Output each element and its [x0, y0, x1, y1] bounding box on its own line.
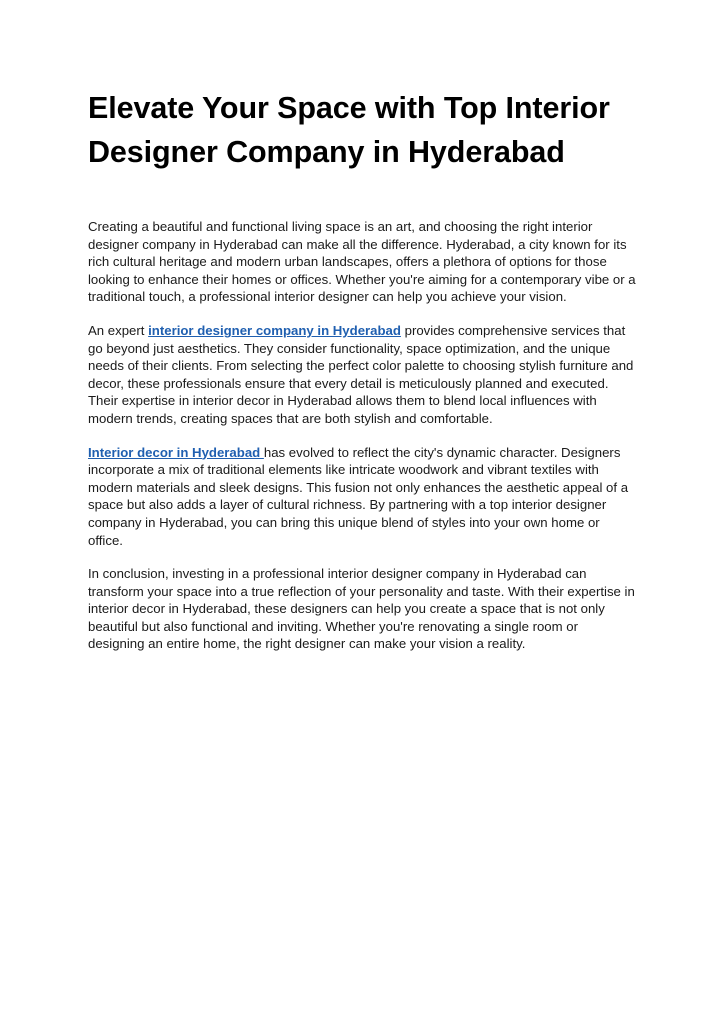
paragraph-expert-rest: provides comprehensive services that go beyond just aesthetics. They consider functionality, space optimization, and the unique needs of their clients. From selecting the perfect color palette to choosing stylish furniture and decor, these professionals ensure that every detail is meticulously planned and executed. Their expertise in interior decor in Hyderabad allows them to blend local influences with modern trends, creating spaces that are both stylish and comfortable.	[88, 322, 634, 426]
paragraph-conclusion: In conclusion, investing in a professional interior designer company in Hyderabad can transform your space into a true reflection of your personality and taste. With their expertise in interior decor in Hyderabad, these designers can help you create a space that is not only beautiful but also functional and inviting. Whether you're renovating a single room or designing an entire home, the right designer can make your vision a reality.	[88, 566, 635, 652]
document-page	[88, 86, 636, 669]
interior-decor-link[interactable]: Interior decor in Hyderabad	[88, 444, 264, 460]
paragraph-decor-rest: has evolved to reflect the city's dynamic character. Designers incorporate a mix of traditional elements like intricate woodwork and vibrant textiles with modern materials and sleek designs. This fusion not only enhances the aesthetic appeal of a space but also adds a layer of cultural richness. By partnering with a top interior designer company in Hyderabad, you can bring this unique blend of styles into your own home or office.	[88, 444, 629, 548]
page-title: Elevate Your Space with Top Interior Designer Company in Hyderabad	[88, 91, 610, 169]
paragraph-intro: Creating a beautiful and functional living space is an art, and choosing the right interior designer company in Hyderabad can make all the difference. Hyderabad, a city known for its rich cultural heritage and modern urban landscapes, offers a plethora of options for those looking to enhance their homes or offices. Whether you're aiming for a contemporary vibe or a traditional touch, a professional interior designer can help you achieve your vision.	[88, 219, 636, 305]
paragraph-expert	[88, 322, 636, 428]
paragraph-expert-lead: An expert	[88, 322, 149, 338]
article-body	[88, 218, 636, 653]
interior-designer-company-link[interactable]: interior designer company in Hyderabad	[148, 322, 401, 338]
paragraph-decor	[88, 444, 636, 550]
